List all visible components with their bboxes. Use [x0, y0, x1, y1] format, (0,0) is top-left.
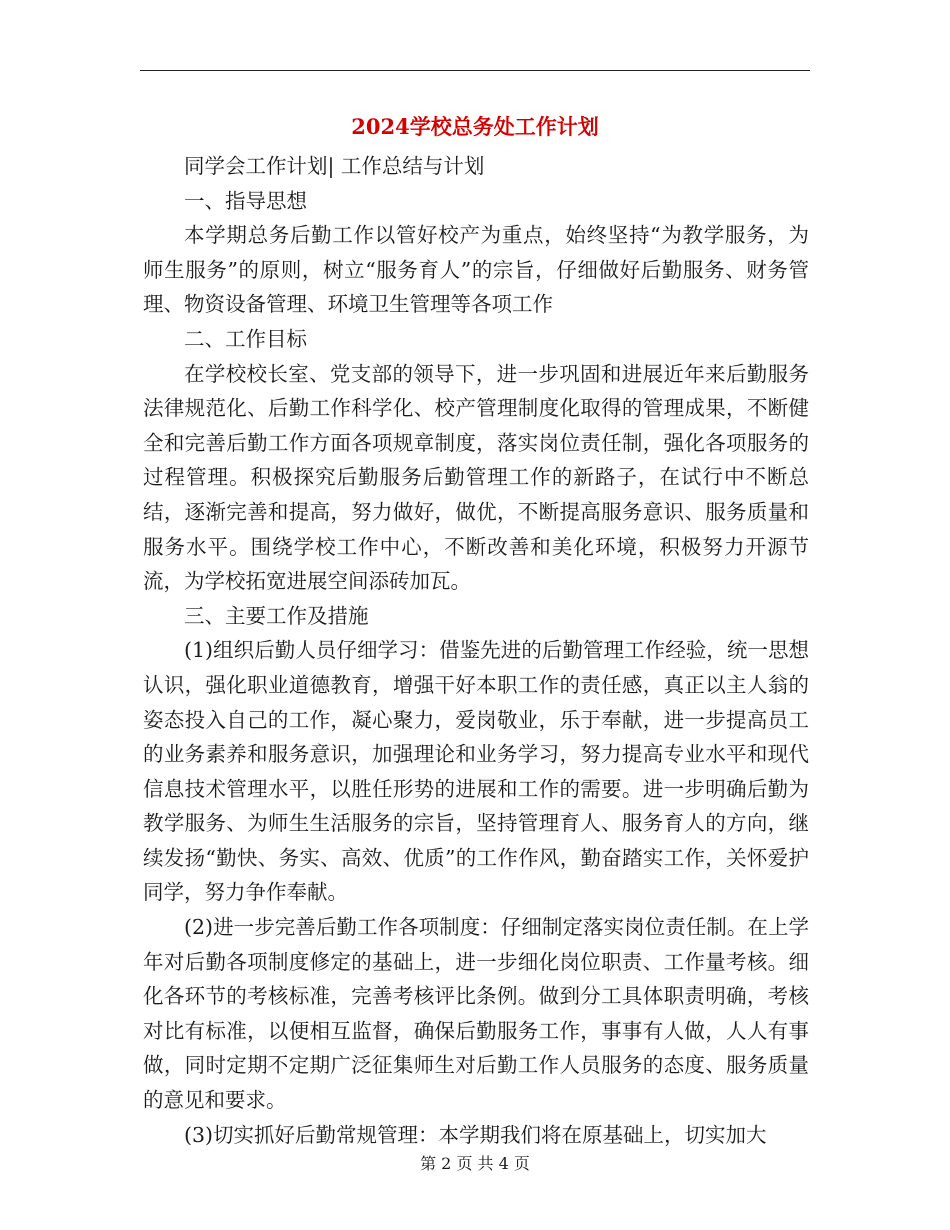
- document-body: [143, 149, 809, 1152]
- header-rule: [140, 70, 810, 71]
- section-heading: 二、工作目标: [184, 326, 307, 351]
- section-heading: 三、主要工作及措施: [184, 603, 369, 628]
- body-paragraph: (1)组织后勤人员仔细学习：借鉴先进的后勤管理工作经验，统一思想认识，强化职业道德教育，增强干好本职工作的责任感，真正以主人翁的姿态投入自己的工作，凝心聚力，爱岗敬业，乐于奉献，进一步提高员工的业务素养和服务意识，加强理论和业务学习，努力提高专业水平和现代信息技术管理水平，以胜任形势的进展和工作的需要。进一步明确后勤为教学服务、为师生生活服务的宗旨，坚持管理育人、服务育人的方向，继续发扬“勤快、务实、高效、优质”的工作作风，勤奋踏实工作，关怀爱护同学，努力争作奉献。: [143, 638, 809, 905]
- body-paragraph: (3)切实抓好后勤常规管理：本学期我们将在原基础上，切实加大: [184, 1122, 767, 1147]
- body-paragraph: 在学校校长室、党支部的领导下，进一步巩固和进展近年来后勤服务法律规范化、后勤工作科学化、校产管理制度化取得的管理成果，不断健全和完善后勤工作方面各项规章制度，落实岗位责任制，强化各项服务的过程管理。积极探究后勤服务后勤管理工作的新路子，在试行中不断总结，逐渐完善和提高，努力做好，做优，不断提高服务意识、服务质量和服务水平。围绕学校工作中心，不断改善和美化环境，积极努力开源节流，为学校拓宽进展空间添砖加瓦。: [143, 361, 809, 594]
- subtitle-line: 同学会工作计划| 工作总结与计划: [184, 154, 485, 178]
- document-title: 2024学校总务处工作计划: [351, 114, 599, 139]
- body-paragraph: (2)进一步完善后勤工作各项制度：仔细制定落实岗位责任制。在上学年对后勤各项制度修定的基础上，进一步细化岗位职责、工作量考核。细化各环节的考核标准，完善考核评比条例。做到分工具体职责明确，考核对比有标准，以便相互监督，确保后勤服务工作，事事有人做，人人有事做，同时定期不定期广泛征集师生对后勤工作人员服务的态度、服务质量的意见和要求。: [143, 915, 809, 1113]
- section-heading: 一、指导思想: [184, 188, 307, 213]
- body-paragraph: 本学期总务后勤工作以管好校产为重点，始终坚持“为教学服务，为师生服务”的原则，树立“服务育人”的宗旨，仔细做好后勤服务、财务管理、物资设备管理、环境卫生管理等各项工作: [143, 223, 809, 317]
- page-number-footer: 第 2 页 共 4 页: [420, 1154, 530, 1173]
